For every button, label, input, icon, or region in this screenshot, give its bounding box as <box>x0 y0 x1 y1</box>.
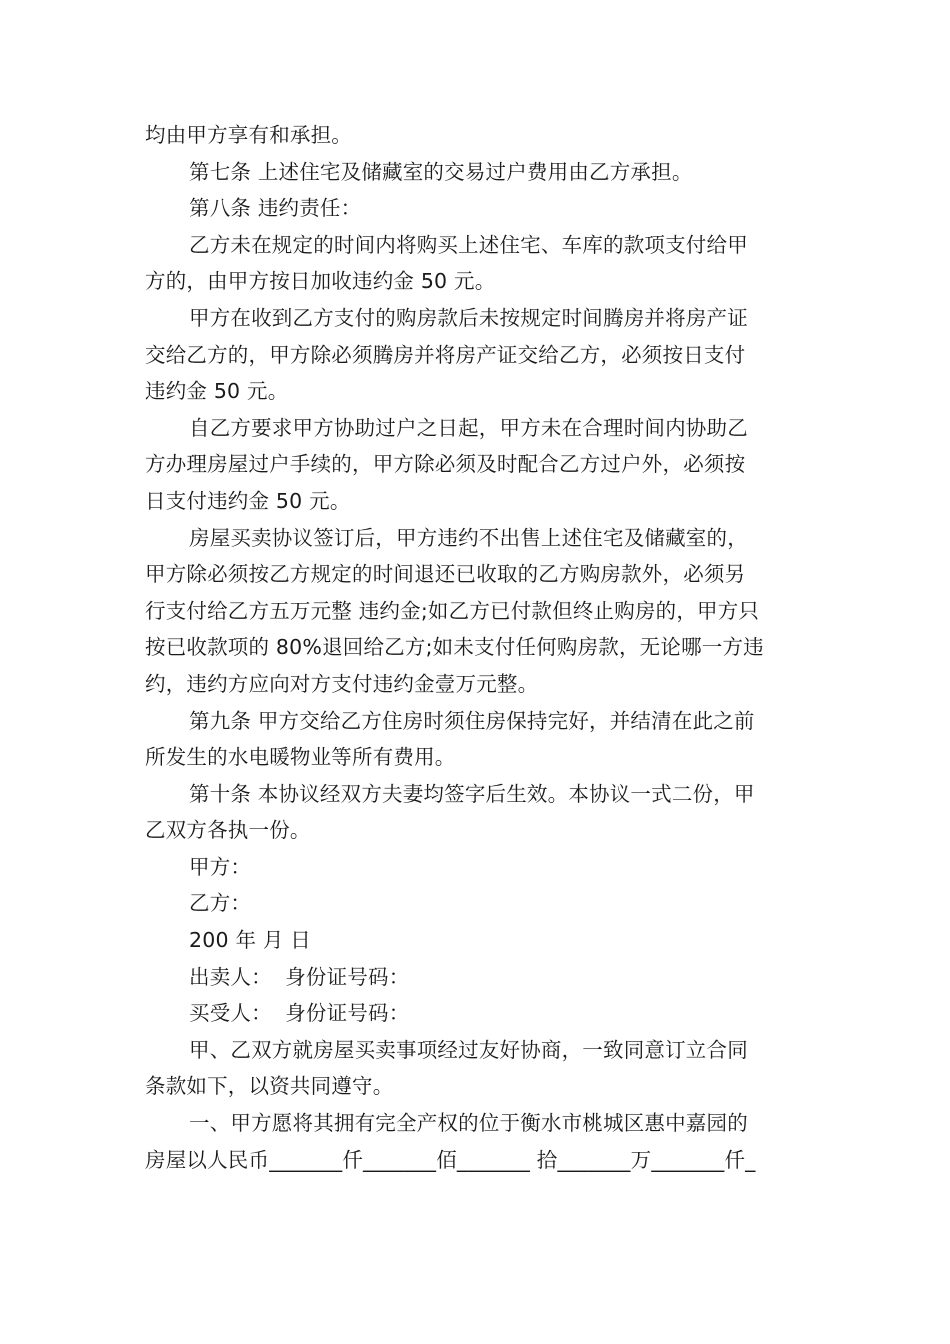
price-blank-line: 房屋以人民币_______仟_______佰_______ 拾_______万_______仟_ <box>145 1147 756 1172</box>
text-line: 行支付给乙方五万元整 违约金;如乙方已付款但终止购房的，甲方只 <box>145 598 760 623</box>
buyer-line: 买受人： 身份证号码： <box>189 1001 410 1026</box>
text-line: 第十条 本协议经双方夫妻均签字后生效。本协议一式二份，甲 <box>189 781 755 806</box>
text-line: 所发生的水电暖物业等所有费用。 <box>145 745 456 770</box>
text-line: 日支付违约金 50 元。 <box>145 488 351 513</box>
text-line: 乙双方各执一份。 <box>145 818 311 843</box>
text-line: 自乙方要求甲方协助过户之日起，甲方未在合理时间内协助乙 <box>189 415 748 440</box>
text-line: 第八条 违约责任： <box>189 196 362 221</box>
party-a-label: 甲方： <box>189 854 252 879</box>
text-line: 按已收款项的 80%退回给乙方;如未支付任何购房款，无论哪一方违 <box>145 635 764 660</box>
party-b-label: 乙方： <box>189 891 252 916</box>
text-line: 方的，由甲方按日加收违约金 50 元。 <box>145 269 496 294</box>
text-line: 方办理房屋过户手续的，甲方除必须及时配合乙方过户外，必须按 <box>145 452 746 477</box>
seller-line: 出卖人： 身份证号码： <box>189 964 410 989</box>
date-line: 200 年 月 日 <box>189 928 311 953</box>
text-line: 交给乙方的，甲方除必须腾房并将房产证交给乙方，必须按日支付 <box>145 342 746 367</box>
text-line: 条款如下，以资共同遵守。 <box>145 1074 394 1099</box>
text-line: 违约金 50 元。 <box>145 379 289 404</box>
text-line: 甲、乙双方就房屋买卖事项经过友好协商，一致同意订立合同 <box>189 1037 748 1062</box>
text-line: 均由甲方享有和承担。 <box>145 123 352 147</box>
text-line: 第七条 上述住宅及储藏室的交易过户费用由乙方承担。 <box>189 159 693 184</box>
text-line: 甲方在收到乙方支付的购房款后未按规定时间腾房并将房产证 <box>189 305 748 330</box>
document-body <box>145 117 809 1178</box>
text-line: 第九条 甲方交给乙方住房时须住房保持完好，并结清在此之前 <box>189 708 755 733</box>
text-line: 乙方未在规定的时间内将购买上述住宅、车库的款项支付给甲 <box>189 232 748 257</box>
text-line: 房屋买卖协议签订后，甲方违约不出售上述住宅及储藏室的， <box>189 525 748 550</box>
text-line: 约，违约方应向对方支付违约金壹万元整。 <box>145 671 539 696</box>
text-line: 一、甲方愿将其拥有完全产权的位于衡水市桃城区惠中嘉园的 <box>189 1111 748 1136</box>
text-line: 甲方除必须按乙方规定的时间退还已收取的乙方购房款外，必须另 <box>145 562 746 587</box>
